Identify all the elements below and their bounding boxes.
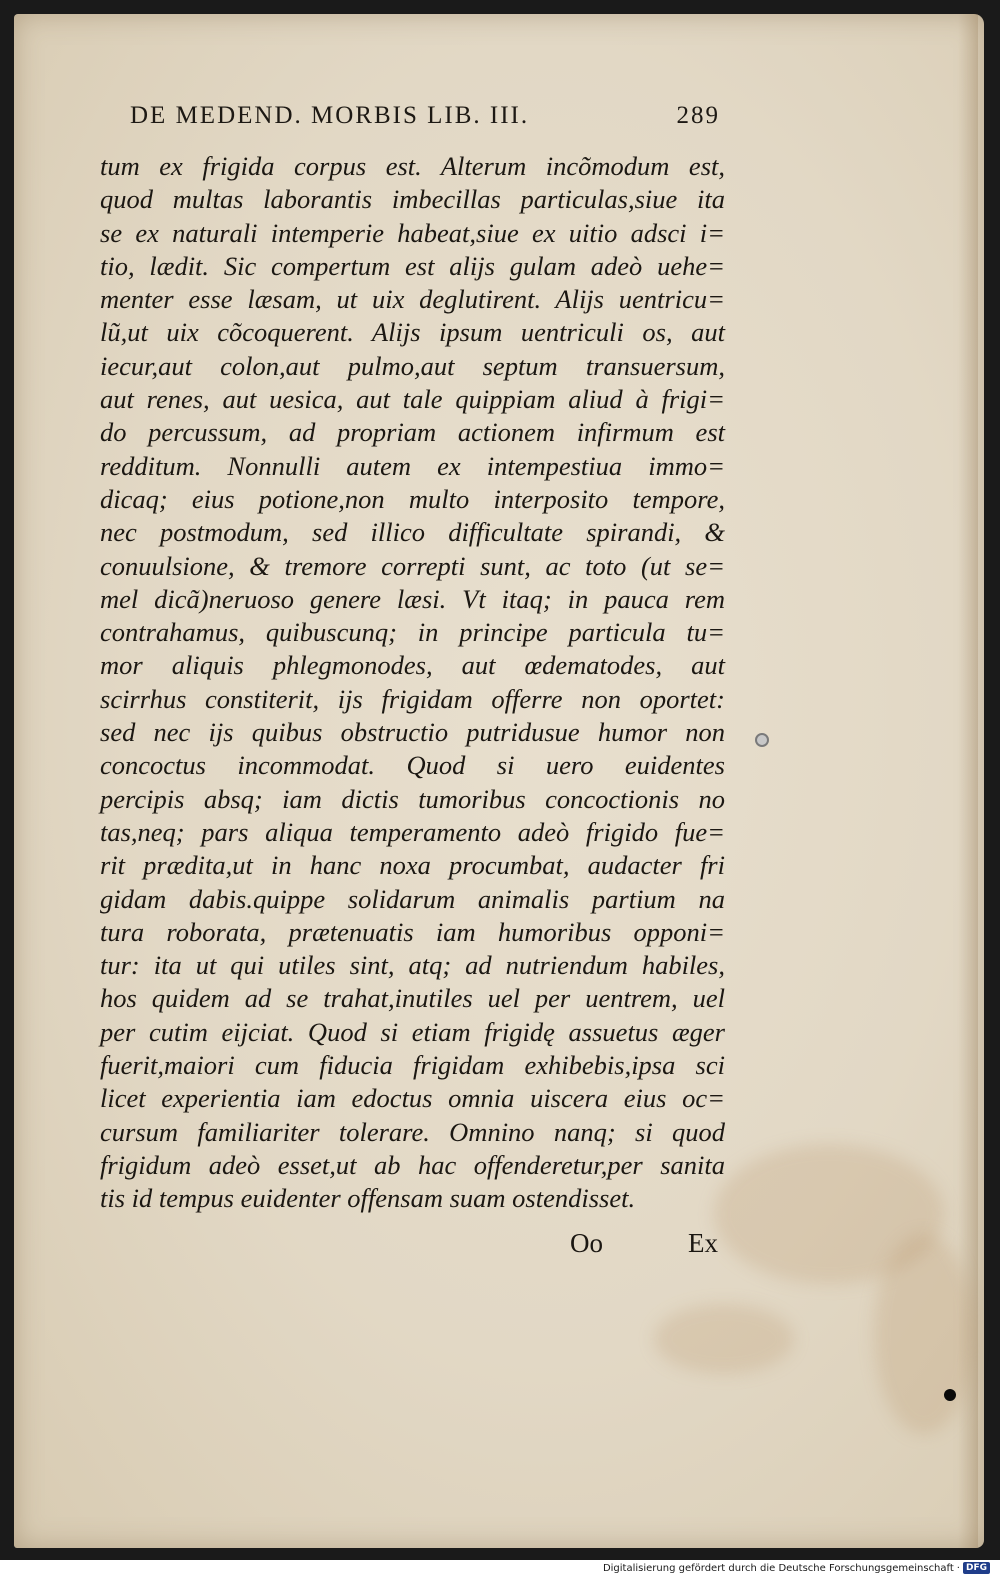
text-line: tio, lædit. Sic compertum est alijs gulam adeò uehe= [100,250,725,281]
text-line: tis id tempus euidenter offensam suam ostendisset. [100,1183,636,1214]
text-line: fuerit,maiori cum fiducia frigidam exhibebis,ipsa sci [100,1050,725,1081]
text-line: frigidum adeò esset,ut ab hac offenderetur,per sanita [100,1149,725,1180]
text-line: concoctus incommodat. Quod si uero euidentes [100,750,725,781]
text-line: redditum. Nonnulli autem ex intempestiua immo= [100,450,725,481]
text-line: rit prædita,ut in hanc noxa procumbat, audacter fri [100,850,725,881]
text-line: dicaq; eius potione,non multo interposito tempore, [100,483,725,514]
credit-separator: · [956,1562,960,1574]
scan-ring-mark [755,733,769,747]
water-stain [874,1234,974,1434]
text-line: aut renes, aut uesica, aut tale quippiam aliud à frigi= [100,384,725,415]
text-line: hos quidem ad se trahat,inutiles uel per uentrem, uel [100,983,725,1014]
signature-mark: Oo [570,1228,603,1258]
running-title: DE MEDEND. MORBIS LIB. III. [130,102,530,129]
text-line: do percussum, ad propriam actionem infirmum est [100,417,725,448]
text-line: iecur,aut colon,aut pulmo,aut septum transuersum, [100,350,725,381]
text-line: tura roborata, prætenuatis iam humoribus opponi= [100,916,725,947]
text-line: tur: ita ut qui utiles sint, atq; ad nutriendum habiles, [100,950,725,981]
page-number: 289 [676,102,720,129]
text-line: percipis absq; iam dictis tumoribus concoctionis no [100,783,725,814]
text-line: conuulsione, & tremore correpti sunt, ac toto (ut se= [100,550,725,581]
text-line: se ex naturali intemperie habeat,siue ex uitio adsci i= [100,217,725,248]
text-line: quod multas laborantis imbecillas particulas,siue ita [100,184,725,215]
text-line: nec postmodum, sed illico difficultate spirandi, & [100,517,725,548]
text-line: tum ex frigida corpus est. Alterum incõmodum est, [100,151,725,181]
text-line: mel dicã)neruoso genere læsi. Vt itaq; in pauca rem [100,583,725,614]
page-footer [570,1228,718,1259]
body-text [100,150,725,1216]
text-line: tas,neq; pars aliqua temperamento adeò frigido fue= [100,816,725,847]
text-line: contrahamus, quibuscunq; in principe particula tu= [100,617,725,648]
text-line: per cutim eijciat. Quod si etiam frigidę assuetus æger [100,1016,725,1047]
credit-text: Digitalisierung gefördert durch die Deutsche Forschungsgemeinschaft [602,1562,954,1574]
water-stain [654,1304,794,1374]
catchword: Ex [688,1228,718,1258]
text-line: gidam dabis.quippe solidarum animalis partium na [100,883,725,914]
text-line: licet experientia iam edoctus omnia uiscera eius oc= [100,1083,725,1114]
text-line: menter esse læsam, ut uix deglutirent. Alijs uentricu= [100,284,725,315]
digitization-credit [603,1560,990,1576]
text-line: sed nec ijs quibus obstructio putridusue humor non [100,717,725,748]
running-header [130,102,720,130]
text-line: mor aliquis phlegmonodes, aut œdematodes, aut [100,650,725,681]
scan-dot-mark [944,1389,956,1401]
dfg-logo: DFG [963,1562,990,1574]
text-line: cursum familiariter tolerare. Omnino nanq; si quod [100,1116,725,1147]
text-line: lũ,ut uix cõcoquerent. Alijs ipsum uentriculi os, aut [100,317,725,348]
text-line: scirrhus constiterit, ijs frigidam offerre non oportet: [100,683,725,714]
